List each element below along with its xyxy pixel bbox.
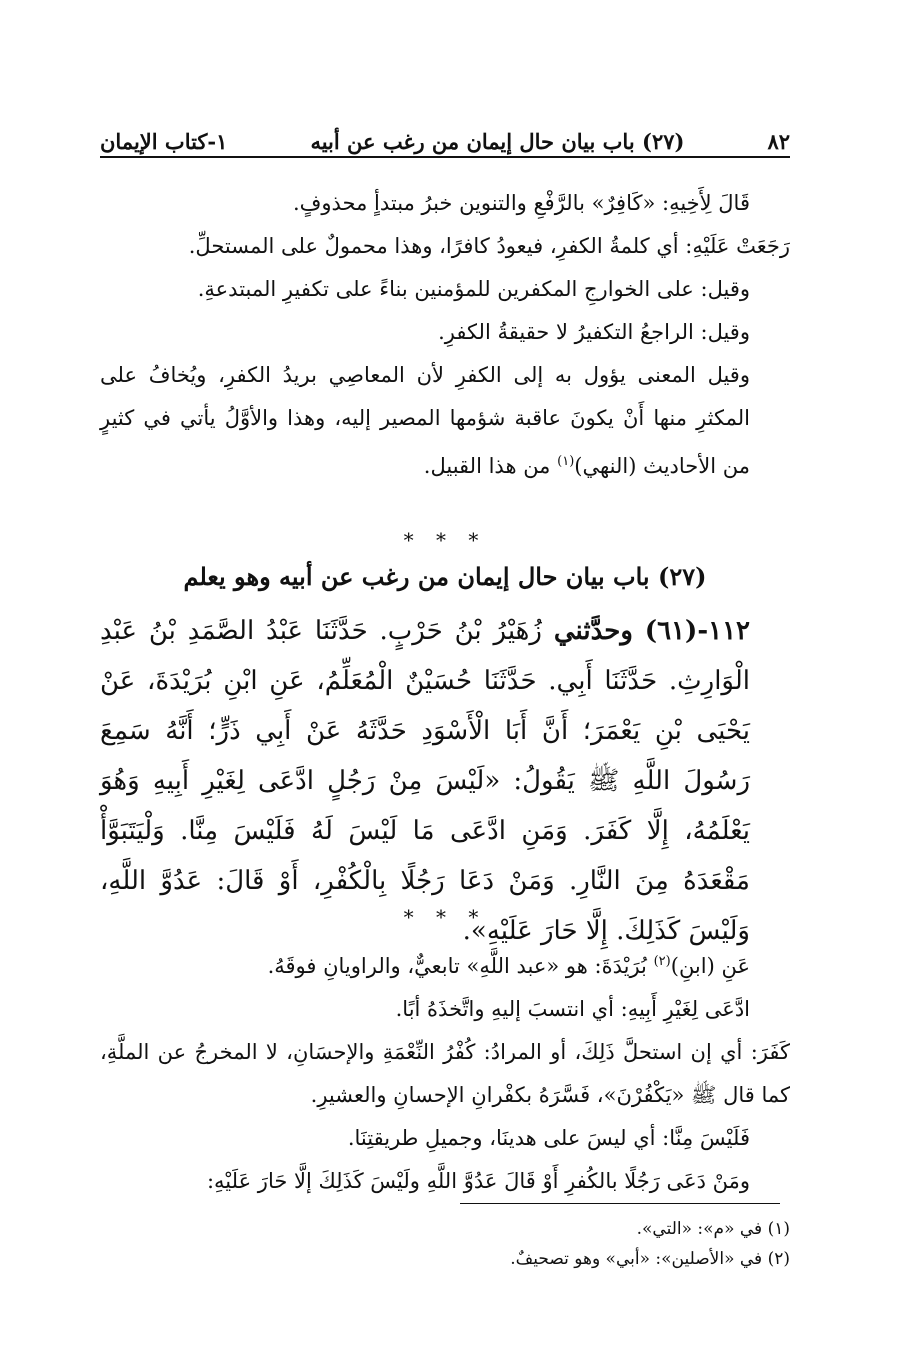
commentary-paragraph	[100, 354, 790, 488]
running-book-title: ١-كتاب الإيمان	[100, 129, 228, 154]
page-number: ٨٢	[767, 129, 790, 154]
footnote-ref-2: (٢)	[653, 954, 671, 969]
hadith-number: ١١٢-(٦١)	[644, 616, 751, 646]
chapter-heading: (٢٧) باب بيان حال إيمان من رغب عن أبيه وهو يعلم	[183, 562, 707, 591]
hadith-text	[100, 606, 790, 956]
footnote-ref-1: (١)	[557, 454, 575, 469]
commentary-text: من هذا القبيل.	[423, 454, 558, 478]
commentary-text: وقيل المعنى يؤول به إلى الكفرِ لأن المعاصِي بريدُ الكفرِ، ويُخافُ على المكثرِ منها أَنْ يكونَ عاقبة شؤمها المصير إليه، وهذا والأوَّلُ يأتي في كثيرٍ من الأحاديث (النهي)	[100, 363, 750, 478]
running-chapter-title: (٢٧) باب بيان حال إيمان من رغب عن أبيه	[310, 129, 685, 154]
commentary-paragraph: قَالَ لِأَخِيهِ: «كَافِرٌ» بالرَّفْعِ والتنوين خبرُ مبتدأٍ محذوفٍ.	[292, 191, 750, 215]
commentary-paragraph: فَلَيْسَ مِنَّا: أي ليسَ على هدينَا، وجميلِ طريقتِنَا.	[347, 1126, 750, 1150]
footnote-rule	[460, 1203, 780, 1204]
commentary-paragraph: وقيل: على الخوارجِ المكفرين للمؤمنين بناءً على تكفيرِ المبتدعةِ.	[197, 277, 750, 301]
commentary-paragraph: ادَّعَى لِغَيْرِ أَبِيهِ: أي انتسبَ إليهِ واتَّخذَهُ أبًا.	[395, 997, 750, 1021]
commentary-paragraph: كَفَرَ: أي إن استحلَّ ذَلِكَ، أو المرادُ: كُفْرُ النِّعْمَةِ والإحسَانِ، لا المخرجُ عن الملَّةِ، كما قال ﷺ «يَكْفُرْنَ»، فَسَّرَهُ بكفْرانِ الإحسانِ والعشيرِ.	[100, 1040, 790, 1107]
section-separator: * * *	[403, 528, 487, 552]
hadith-lead: وحدَّثني	[553, 616, 633, 646]
commentary-top	[100, 182, 790, 488]
section-separator: * * *	[403, 905, 487, 929]
hadith-paragraph	[100, 606, 790, 956]
header-rule	[100, 156, 790, 158]
commentary-bottom	[100, 940, 790, 1203]
footnotes	[100, 1214, 790, 1274]
running-header	[100, 118, 790, 154]
commentary-paragraph: ومَنْ دَعَى رَجُلًا بالكُفرِ أَوْ قَالَ عَدُوَّ اللَّهِ ولَيْسَ كَذَلِكَ إلَّا حَارَ عَلَيْهِ:	[206, 1169, 750, 1193]
commentary-text: بُرَيْدَةَ: هو «عبد اللَّهِ» تابعيٌّ، والراويانِ فوقَهُ.	[267, 954, 654, 978]
commentary-paragraph: وقيل: الراجعُ التكفيرُ لا حقيقةُ الكفرِ.	[438, 320, 750, 344]
commentary-paragraph: رَجَعَتْ عَلَيْهِ: أي كلمةُ الكفرِ، فيعودُ كافرًا، وهذا محمولٌ على المستحلِّ.	[188, 234, 790, 258]
commentary-paragraph	[100, 940, 790, 988]
footnote-1: (١) في «م»: «التي».	[636, 1219, 790, 1239]
hadith-body: زُهَيْرُ بْنُ حَرْبٍ. حَدَّثَنَا عَبْدُ الصَّمَدِ بْنُ عَبْدِ الْوَارِثِ. حَدَّثَنَا أَبِي. حَدَّثَنَا حُسَيْنٌ الْمُعَلِّمُ، عَنِ ابْنِ بُرَيْدَةَ، عَنْ يَحْيَى بْنِ يَعْمَرَ؛ أَنَّ أَبَا الْأَسْوَدِ حَدَّثَهُ عَنْ أَبِي ذَرٍّ؛ أَنَّهُ سَمِعَ رَسُولَ اللَّهِ ﷺ يَقُولُ: «لَيْسَ مِنْ رَجُلٍ ادَّعَى لِغَيْرِ أَبِيهِ وَهُوَ يَعْلَمُهُ، إِلَّا كَفَرَ. وَمَنِ ادَّعَى مَا لَيْسَ لَهُ فَلَيْسَ مِنَّا. وَلْيَتَبَوَّأْ مَقْعَدَهُ مِنَ النَّارِ. وَمَنْ دَعَا رَجُلًا بِالْكُفْرِ، أَوْ قَالَ: عَدُوَّ اللَّهِ، وَلَيْسَ كَذَلِكَ. إِلَّا حَارَ عَلَيْهِ».	[100, 616, 750, 946]
commentary-text: عَنِ (ابنِ)	[670, 954, 750, 978]
footnote-2: (٢) في «الأصلين»: «أبي» وهو تصحيفٌ.	[510, 1249, 790, 1269]
